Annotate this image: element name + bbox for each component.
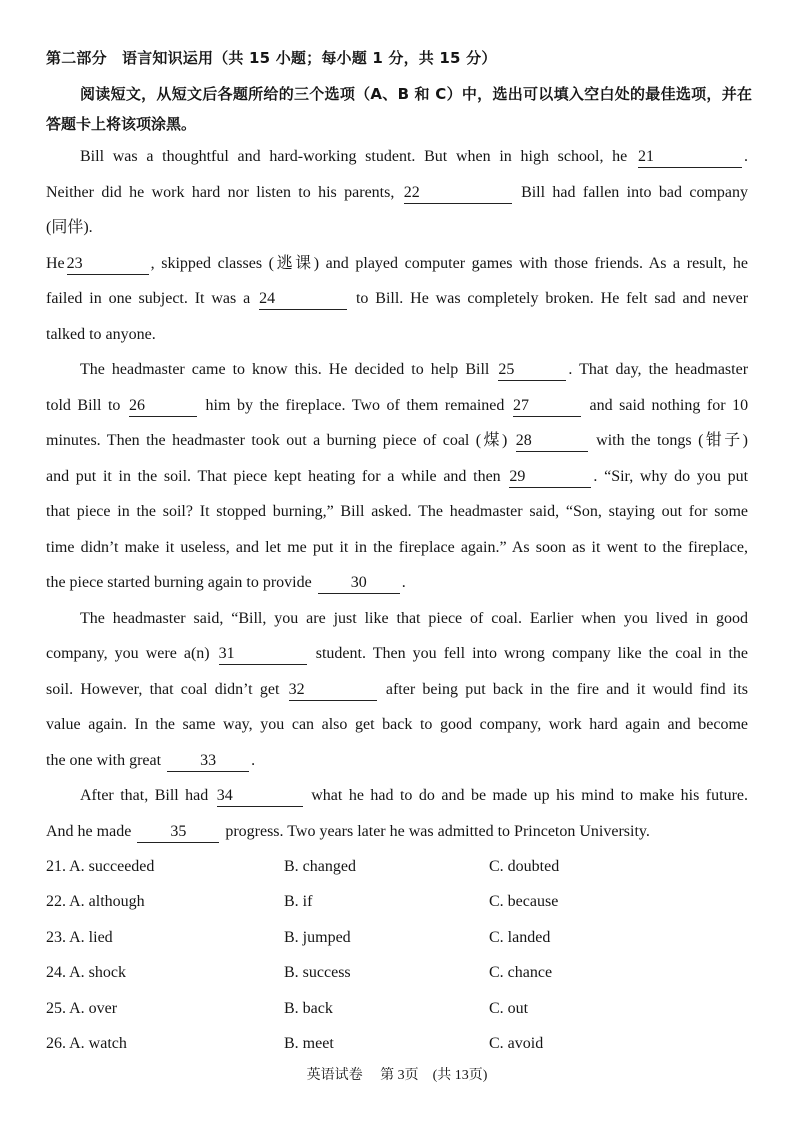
question-24-option-b: B. success: [284, 964, 351, 981]
question-26-option-b: B. meet: [284, 1035, 334, 1052]
question-24-option-a: 24. A. shock: [46, 964, 126, 981]
passage-line: value again. In the same way, you can also get back to good company, work hard again and become: [46, 716, 748, 733]
question-25-option-a: 25. A. over: [46, 1000, 118, 1017]
question-23-option-b: B. jumped: [284, 929, 351, 946]
passage-line: After that, Bill had 34 what he had to do and be made up his mind to make his future.: [46, 784, 748, 808]
passage-line: failed in one subject. It was a 24 to Bill. He was completely broken. He felt sad and never: [46, 287, 748, 311]
question-23-option-c: C. landed: [489, 929, 551, 946]
blank-26: 26: [129, 396, 197, 417]
passage-line: told Bill to 26 him by the fireplace. Two of them remained 27 and said nothing for 10: [46, 394, 748, 418]
passage-line: soil. However, that coal didn’t get 32 after being put back in the fire and it would find its: [46, 678, 748, 702]
passage-line: talked to anyone.: [46, 326, 156, 343]
blank-25: 25: [498, 360, 566, 381]
question-26-option-c: C. avoid: [489, 1035, 544, 1052]
blank-33: 33: [167, 751, 249, 772]
question-25-option-b: B. back: [284, 1000, 333, 1017]
blank-28: 28: [516, 431, 588, 452]
blank-23: 23: [67, 254, 149, 275]
passage-line: that piece in the soil? It stopped burning,” Bill asked. The headmaster said, “Son, staying out for some: [46, 503, 748, 520]
passage-line: the one with great 33 .: [46, 749, 748, 773]
question-24-option-c: C. chance: [489, 964, 553, 981]
question-21-option-b: B. changed: [284, 858, 356, 875]
blank-30: 30: [318, 573, 400, 594]
passage-line: And he made 35 progress. Two years later he was admitted to Princeton University.: [46, 820, 748, 844]
blank-21: 21: [638, 147, 742, 168]
question-22-option-c: C. because: [489, 893, 559, 910]
blank-34: 34: [217, 786, 303, 807]
question-21-option-c: C. doubted: [489, 858, 560, 875]
passage-line: Neither did he work hard nor listen to his parents, 22 Bill had fallen into bad company: [46, 181, 748, 205]
blank-31: 31: [219, 644, 307, 665]
passage-line: (同伴).: [46, 219, 93, 236]
section-instructions: 阅读短文，从短文后各题所给的三个选项（A、B 和 C）中，选出可以填入空白处的最佳选项，并在答题卡上将该项涂黑。: [46, 85, 752, 133]
question-22-option-b: B. if: [284, 893, 313, 910]
blank-22: 22: [404, 183, 512, 204]
blank-29: 29: [509, 467, 591, 488]
page-footer: 英语试卷 第 3页 (共 13页): [306, 1068, 488, 1083]
passage-line: The headmaster came to know this. He decided to help Bill 25 . That day, the headmaster: [46, 358, 748, 382]
passage-line: company, you were a(n) 31 student. Then you fell into wrong company like the coal in the: [46, 642, 748, 666]
question-26-option-a: 26. A. watch: [46, 1035, 127, 1052]
passage-line: minutes. Then the headmaster took out a burning piece of coal (煤) 28 with the tongs (钳子): [46, 429, 748, 453]
blank-32: 32: [289, 680, 377, 701]
passage-line: the piece started burning again to provide 30 .: [46, 571, 748, 595]
question-23-option-a: 23. A. lied: [46, 929, 113, 946]
passage-line: He 23 , skipped classes (逃课) and played computer games with those friends. As a result, he: [46, 252, 748, 276]
blank-35: 35: [137, 822, 219, 843]
question-22-option-a: 22. A. although: [46, 893, 145, 910]
blank-27: 27: [513, 396, 581, 417]
passage-line: and put it in the soil. That piece kept heating for a while and then 29 . “Sir, why do you put: [46, 465, 748, 489]
blank-24: 24: [259, 289, 347, 310]
question-21-option-a: 21. A. succeeded: [46, 858, 155, 875]
passage-line: time didn’t make it useless, and let me put it in the fireplace again.” As soon as it went to the fireplace,: [46, 539, 748, 556]
question-25-option-c: C. out: [489, 1000, 529, 1017]
passage-line: The headmaster said, “Bill, you are just like that piece of coal. Earlier when you lived in good: [80, 610, 748, 627]
passage-line: Bill was a thoughtful and hard-working student. But when in high school, he 21 .: [46, 145, 748, 169]
section-heading: 第二部分 语言知识运用（共 15 小题；每小题 1 分，共 15 分）: [46, 49, 497, 67]
